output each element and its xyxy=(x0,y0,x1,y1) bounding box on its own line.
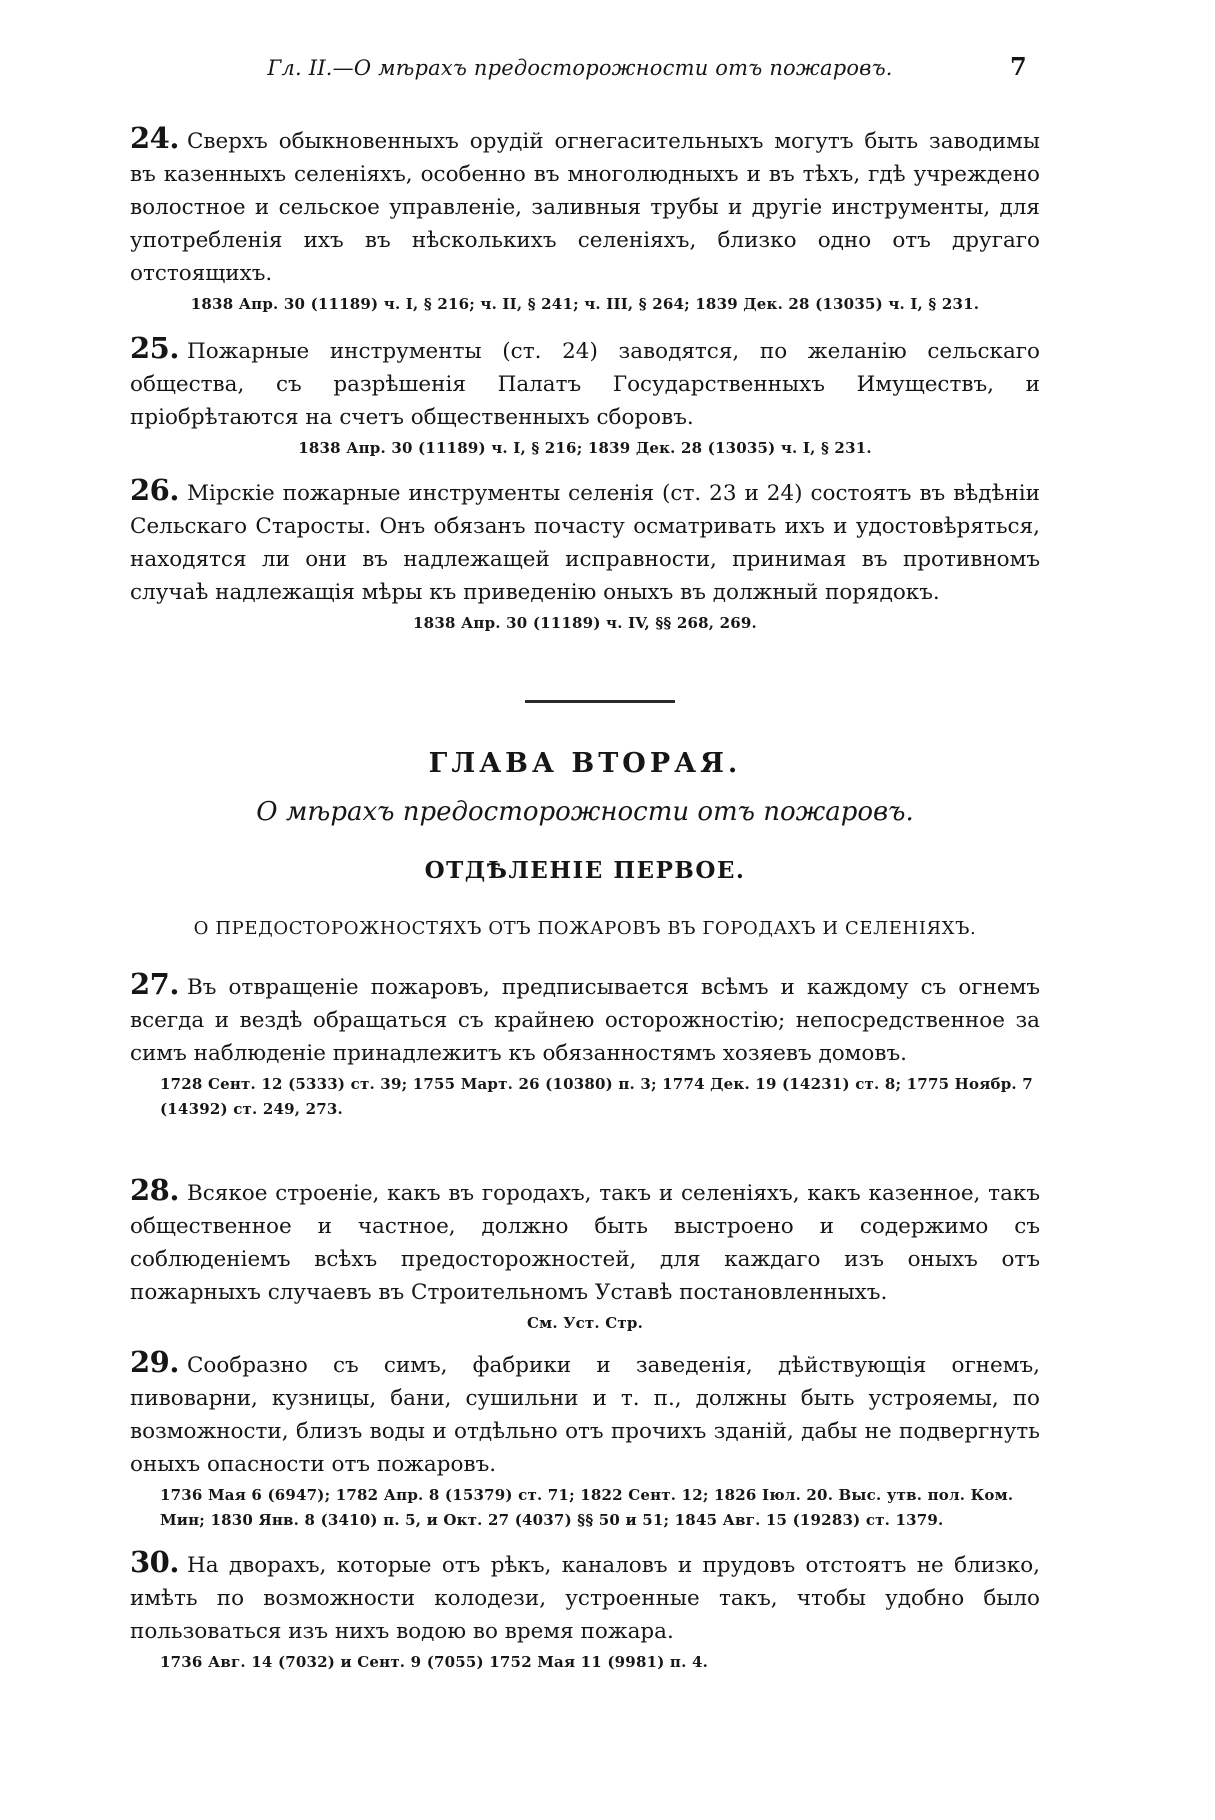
article-citation: См. Уст. Стр. xyxy=(526,1314,643,1332)
article-text: Мірскіе пожарные инструменты селенія (ст. 23 и 24) состоятъ въ вѣдѣніи Сельскаго Старосты. Онъ обязанъ почасту осматривать ихъ и удостовѣряться, находятся ли они въ надлежащей исправности, принимая въ противномъ случаѣ надлежащія мѣры къ приведенію оныхъ въ должный порядокъ. xyxy=(130,481,1040,605)
article-text: Всякое строеніе, какъ въ городахъ, такъ и селеніяхъ, какъ казенное, такъ общественное и частное, должно быть выстроено и содержимо съ соблюденіемъ всѣхъ предосторожностей, для каждаго изъ оныхъ отъ пожарныхъ случаевъ въ Строительномъ Уставѣ постановленныхъ. xyxy=(130,1181,1040,1305)
article-paragraph xyxy=(130,332,1040,434)
article-paragraph xyxy=(130,1546,1040,1648)
article-citation: 1838 Апр. 30 (11189) ч. I, § 216; ч. II, § 241; ч. III, § 264; 1839 Дек. 28 (13035) ч. I, § 231. xyxy=(190,295,980,313)
article-paragraph xyxy=(130,474,1040,609)
article-paragraph xyxy=(130,122,1040,290)
article-citation: 1736 Авг. 14 (7032) и Сент. 9 (7055) 1752 Мая 11 (9981) п. 4. xyxy=(160,1653,709,1671)
running-header-title: Гл. II.—О мѣрахъ предосторожности отъ пожаровъ. xyxy=(267,56,893,80)
section-subtitle: О ПРЕДОСТОРОЖНОСТЯХЪ ОТЪ ПОЖАРОВЪ ВЪ ГОРОДАХЪ И СЕЛЕНІЯХЪ. xyxy=(193,918,977,939)
article-text: Пожарные инструменты (ст. 24) заводятся, по желанію сельскаго общества, съ разрѣшенія Палатъ Государственныхъ Имуществъ, и пріобрѣтаются на счетъ общественныхъ сборовъ. xyxy=(130,339,1040,430)
article-24 xyxy=(130,122,1040,317)
section-divider-rule xyxy=(525,700,675,703)
article-27 xyxy=(130,968,1040,1122)
article-25 xyxy=(130,332,1040,461)
article-number: 30. xyxy=(130,1545,179,1579)
chapter-subtitle: О мѣрахъ предосторожности отъ пожаровъ. xyxy=(256,797,914,827)
section-title: ОТДѢЛЕНІЕ ПЕРВОЕ. xyxy=(424,857,746,884)
article-number: 27. xyxy=(130,967,179,1001)
article-number: 28. xyxy=(130,1173,179,1207)
article-28 xyxy=(130,1174,1040,1336)
article-number: 24. xyxy=(130,121,179,155)
article-26 xyxy=(130,474,1040,636)
article-citation: 1736 Мая 6 (6947); 1782 Апр. 8 (15379) ст. 71; 1822 Сент. 12; 1826 Іюл. 20. Выс. утв. пол. Ком. Мин; 1830 Янв. 8 (3410) п. 5, и Окт. 27 (4037) §§ 50 и 51; 1845 Авг. 15 (19283) ст. 1379. xyxy=(160,1486,1014,1529)
article-text: Сообразно съ симъ, фабрики и заведенія, дѣйствующія огнемъ, пивоварни, кузницы, бани, сушильни и т. п., должны быть устрояемы, по возможности, близъ воды и отдѣльно отъ прочихъ зданій, дабы не подвергнуть оныхъ опасности отъ пожаровъ. xyxy=(130,1353,1040,1477)
article-30 xyxy=(130,1546,1040,1675)
article-citation: 1838 Апр. 30 (11189) ч. I, § 216; 1839 Дек. 28 (13035) ч. I, § 231. xyxy=(298,439,872,457)
article-paragraph xyxy=(130,1174,1040,1309)
article-paragraph xyxy=(130,968,1040,1070)
article-citation: 1728 Сент. 12 (5333) ст. 39; 1755 Март. 26 (10380) п. 3; 1774 Дек. 19 (14231) ст. 8; 1775 Ноябр. 7 (14392) ст. 249, 273. xyxy=(160,1075,1033,1118)
article-paragraph xyxy=(130,1346,1040,1481)
article-29 xyxy=(130,1346,1040,1533)
chapter-title: ГЛАВА ВТОРАЯ. xyxy=(428,748,742,779)
article-text: Сверхъ обыкновенныхъ орудій огнегасительныхъ могутъ быть заводимы въ казенныхъ селеніяхъ, особенно въ многолюдныхъ и въ тѣхъ, гдѣ учреждено волостное и сельское управленіе, заливныя трубы и другіе инструменты, для употребленія ихъ въ нѣсколькихъ селеніяхъ, близко одно отъ другаго отстоящихъ. xyxy=(130,129,1040,286)
article-text: На дворахъ, которые отъ рѣкъ, каналовъ и прудовъ отстоятъ не близко, имѣть по возможности колодези, устроенные такъ, чтобы удобно было пользоваться изъ нихъ водою во время пожара. xyxy=(130,1553,1040,1644)
article-number: 26. xyxy=(130,473,179,507)
article-text: Въ отвращеніе пожаровъ, предписывается всѣмъ и каждому съ огнемъ всегда и вездѣ обращаться съ крайнею осторожностію; непосредственное за симъ наблюденіе принадлежитъ къ обязанностямъ хозяевъ домовъ. xyxy=(130,975,1040,1066)
article-number: 29. xyxy=(130,1345,179,1379)
page-number: 7 xyxy=(1010,52,1027,81)
article-citation: 1838 Апр. 30 (11189) ч. IV, §§ 268, 269. xyxy=(413,614,757,632)
article-number: 25. xyxy=(130,331,179,365)
